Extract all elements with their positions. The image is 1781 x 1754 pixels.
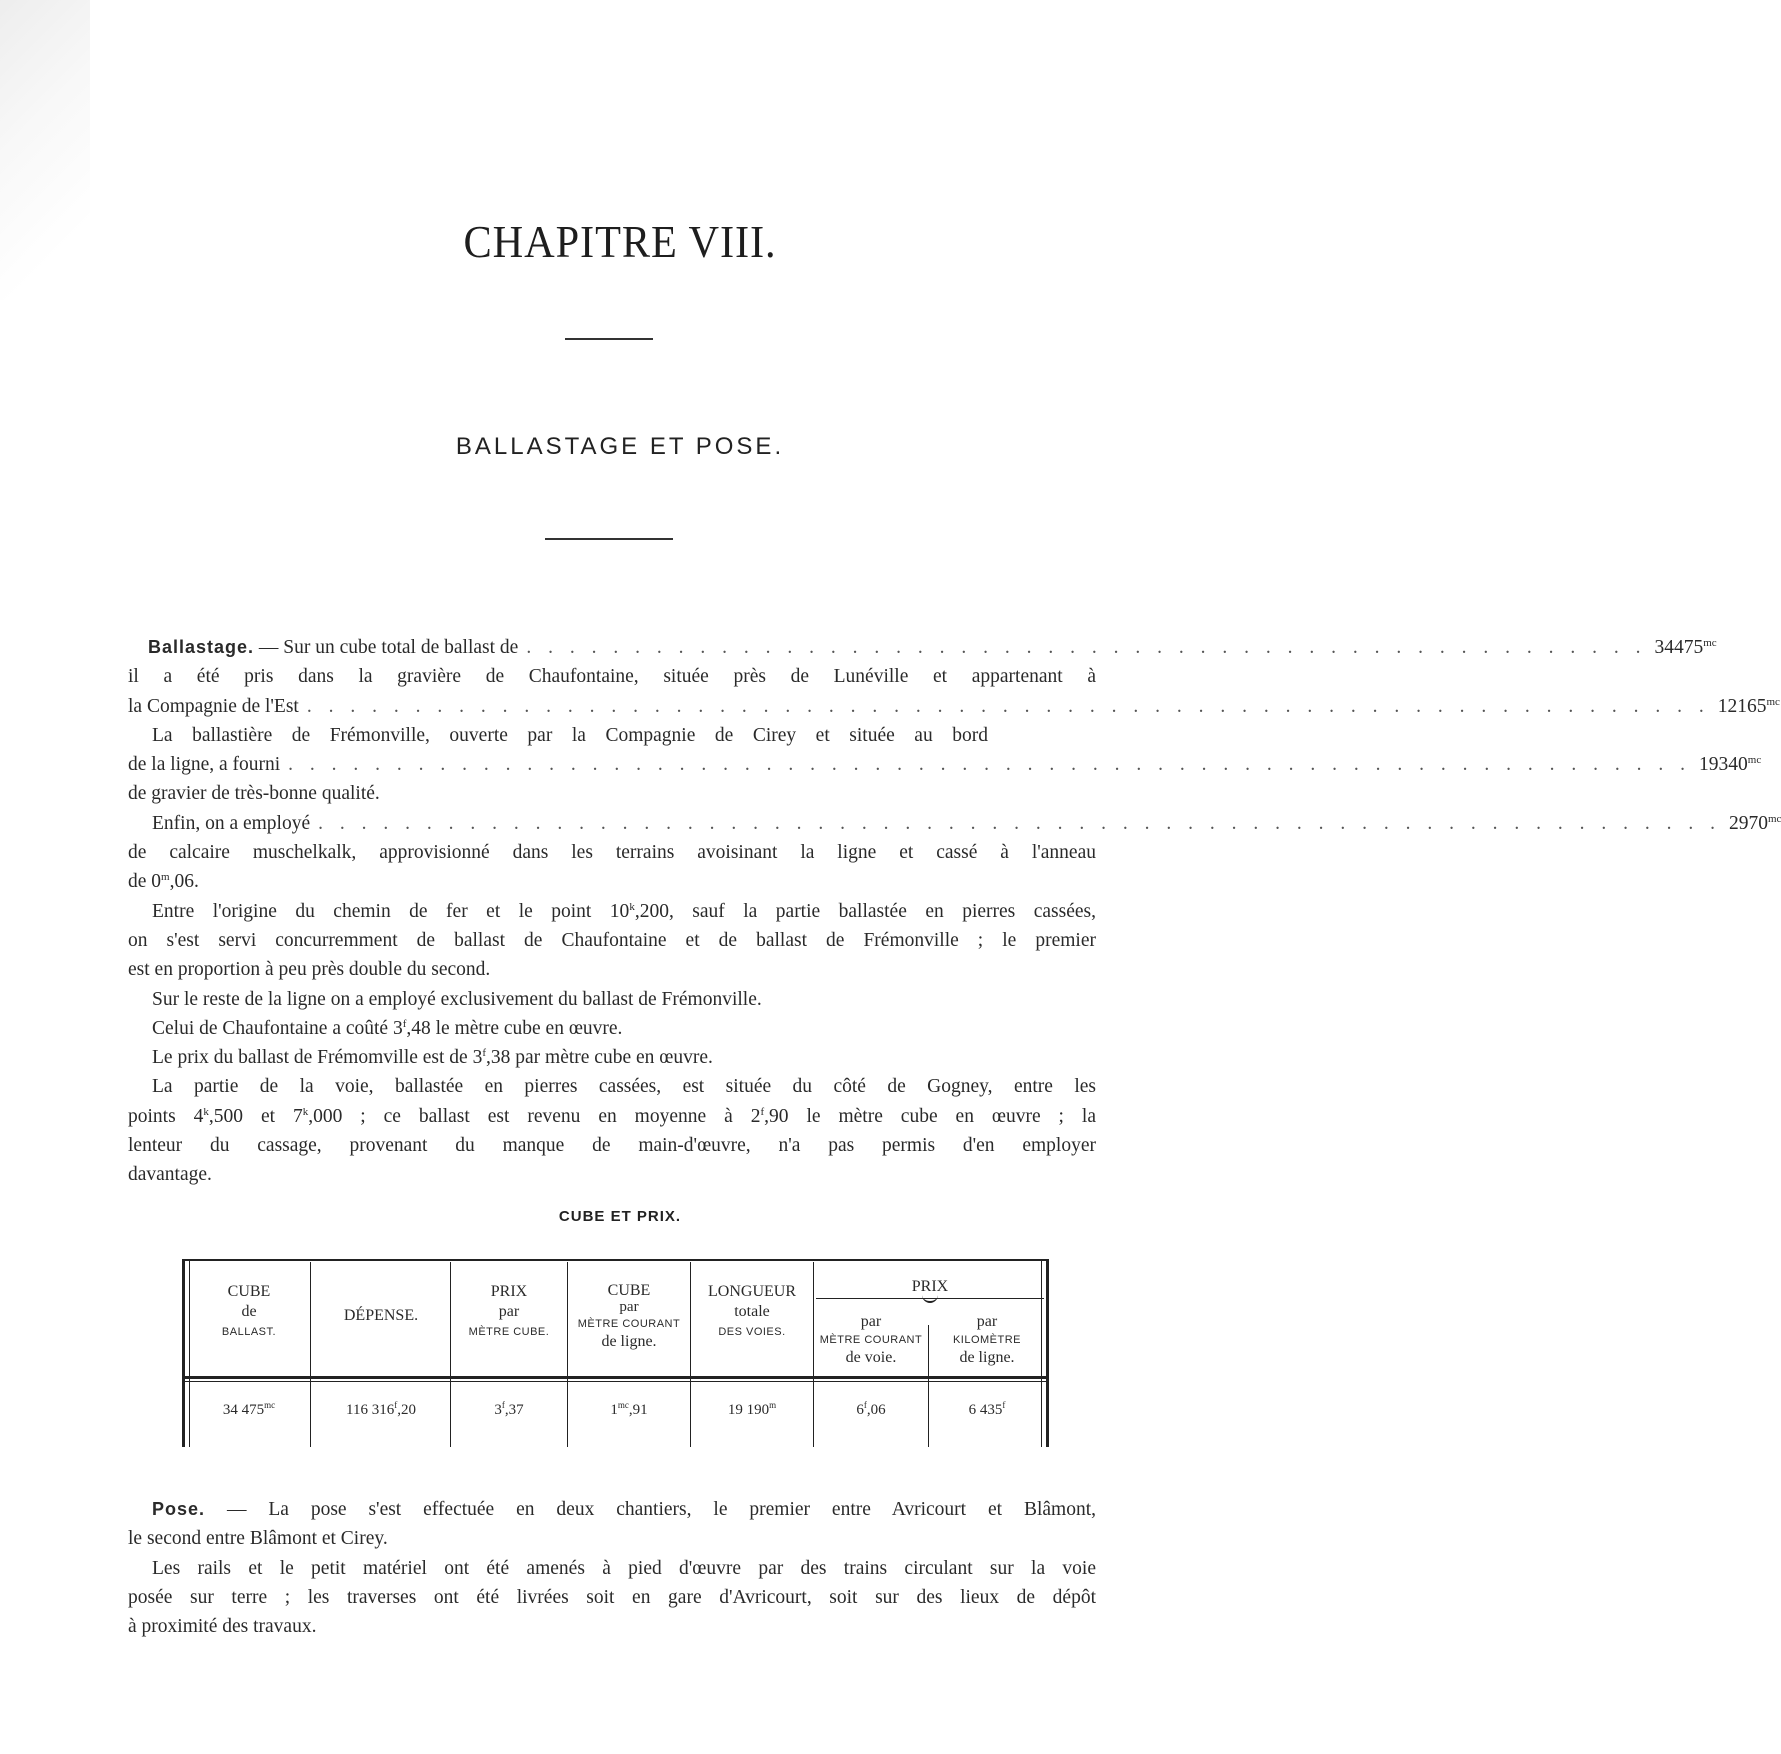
header-cube-ballast: CUBE de BALLAST. xyxy=(221,1283,277,1338)
text-line: La partie de la voie, ballastée en pierres cassées, est située du côté de Gogney, entre les xyxy=(152,1076,1096,1098)
text-line: Entre l'origine du chemin de fer et le point 10$^k$,200, sauf la partie ballastée en pierres cassées, xyxy=(152,900,1096,922)
ballastage-section xyxy=(128,633,1781,1190)
chapter-title: CHAPITRE VIII. xyxy=(463,216,777,267)
leader-dots: . . . . . . . . . . . . . . . . . . . . . . . . . . . . . . . . . . . . . . . . . . . . . . . . . . . . . . . . . . . . . . . . . xyxy=(306,695,1710,717)
quantity-value: $34475^{mc}$ xyxy=(1654,637,1717,658)
pose-section xyxy=(128,1495,1096,1641)
header-brace xyxy=(816,1298,1044,1307)
cell-cube: 34 $475^{mc}$ xyxy=(222,1400,276,1418)
text-line: points 4$^k$,500 et 7$^k$,000 ; ce ballast est revenu en moyenne à 2$^f$,90 le mètre cube en œuvre ; la xyxy=(128,1105,1096,1127)
text-line: davantage. xyxy=(128,1164,212,1186)
text-line: Le prix du ballast de Frémomville est de 3$^f$,38 par mètre cube en œuvre. xyxy=(152,1047,713,1069)
column-divider xyxy=(310,1262,311,1447)
cell-prix-km: 6 435$^f$ xyxy=(968,1400,1006,1418)
cell-depense: 116 316$^f$,20 xyxy=(346,1400,416,1418)
leader-dots: . . . . . . . . . . . . . . . . . . . . . . . . . . . . . . . . . . . . . . . . . . . . . . . . . . . . . . . . . . . . . . . . . xyxy=(288,754,1692,776)
runin-ballastage: Ballastage. xyxy=(148,637,255,657)
cell-cube-courant: $1^{mc},91$ xyxy=(610,1400,648,1418)
header-cube-metre-courant: CUBE par MÈTRE COURANT de ligne. xyxy=(577,1282,681,1350)
text-line: à proximité des travaux. xyxy=(128,1616,317,1638)
column-divider xyxy=(813,1262,814,1447)
column-divider xyxy=(567,1262,568,1447)
column-divider xyxy=(450,1262,451,1447)
leader-dots: . . . . . . . . . . . . . . . . . . . . . . . . . . . . . . . . . . . . . . . . . . . . . . . . . . . . xyxy=(526,637,1647,658)
title-rule-upper xyxy=(565,338,653,340)
quantity-value: $19340^{mc}$ xyxy=(1699,754,1762,776)
text-line: Sur le reste de la ligne on a employé exclusivement du ballast de Frémonville. xyxy=(152,988,762,1010)
text-line: il a été pris dans la gravière de Chaufontaine, située près de Lunéville et appartenant à xyxy=(128,666,1096,688)
leader-dots: . . . . . . . . . . . . . . . . . . . . . . . . . . . . . . . . . . . . . . . . . . . . . . . . . . . . . . . . . . . . . . . . . xyxy=(318,812,1721,834)
table-rule xyxy=(182,1381,1049,1382)
header-prix-group: PRIX xyxy=(911,1278,949,1295)
text-line xyxy=(128,633,1717,662)
cell-longueur: 19 190$^m$ xyxy=(727,1400,777,1418)
text-line: le second entre Blâmont et Cirey. xyxy=(128,1528,388,1550)
table-title: CUBE ET PRIX. xyxy=(558,1208,682,1225)
text-line: de 0$^m$,06. xyxy=(128,871,199,893)
text-line: la Compagnie de l'Est . . . . . . . . . . . . . . . . . . . . . . . . . . . . . . . . . . . . . . . . . . . . . . . . . . . . . . . . . . . . . . . . . $12165^{mc}$ xyxy=(128,692,1096,721)
title-rule-lower xyxy=(545,538,673,540)
text-line: Enfin, on a employé . . . . . . . . . . . . . . . . . . . . . . . . . . . . . . . . . . . . . . . . . . . . . . . . . . . . . . . . . . . . . . . . . $2970^{mc}$ xyxy=(128,809,1096,838)
table-rule xyxy=(182,1259,1049,1261)
section-title: BALLASTAGE ET POSE. xyxy=(455,433,785,460)
table-rule xyxy=(182,1376,1049,1379)
text-line: Pose. — La pose s'est effectuée en deux chantiers, le premier entre Avricourt et Blâmont, xyxy=(152,1499,1096,1520)
text-line: Celui de Chaufontaine a coûté 3$^f$,48 le mètre cube en œuvre. xyxy=(152,1017,623,1039)
cell-prix-voie: 6$^f$,06 xyxy=(856,1400,886,1418)
header-prix-metre-voie: par MÈTRE COURANT de voie. xyxy=(819,1313,923,1366)
header-depense: DÉPENSE. xyxy=(343,1307,419,1324)
quantity-value: $2970^{mc}$ xyxy=(1729,812,1781,834)
text-line: est en proportion à peu près double du second. xyxy=(128,959,491,981)
text-line: lenteur du cassage, provenant du manque de main-d'œuvre, n'a pas permis d'en employer xyxy=(128,1135,1096,1157)
text-line: de la ligne, a fourni . . . . . . . . . . . . . . . . . . . . . . . . . . . . . . . . . . . . . . . . . . . . . . . . . . . . . . . . . . . . . . . . . $19340^{mc}$ xyxy=(128,750,1096,779)
text-line: de calcaire muschelkalk, approvisionné dans les terrains avoisinant la ligne et cassé à l'anneau xyxy=(128,842,1096,864)
column-divider xyxy=(690,1262,691,1447)
column-divider xyxy=(928,1325,929,1447)
runin-pose: Pose. xyxy=(152,1499,206,1519)
quantity-value: $12165^{mc}$ xyxy=(1717,695,1780,717)
text-line: posée sur terre ; les traverses ont été livrées soit en gare d'Avricourt, soit sur des lieux de dépôt xyxy=(128,1586,1096,1608)
header-prix-metre-cube: PRIX par MÈTRE CUBE. xyxy=(468,1283,550,1338)
header-longueur: LONGUEUR totale DES VOIES. xyxy=(708,1283,796,1338)
text-line: Les rails et le petit matériel ont été amenés à pied d'œuvre par des trains circulant sur la voie xyxy=(152,1557,1096,1579)
text-span: — Sur un cube total de ballast de xyxy=(258,637,519,658)
text-line: on s'est servi concurremment de ballast de Chaufontaine et de ballast de Frémonville ; le premier xyxy=(128,929,1096,951)
header-prix-kilometre: par KILOMÈTRE de ligne. xyxy=(952,1313,1022,1366)
text-line: de gravier de très-bonne qualité. xyxy=(128,783,380,805)
text-line: La ballastière de Frémonville, ouverte par la Compagnie de Cirey et située au bord xyxy=(152,724,988,746)
cell-prix-cube: 3$^f$,37 xyxy=(494,1400,524,1418)
